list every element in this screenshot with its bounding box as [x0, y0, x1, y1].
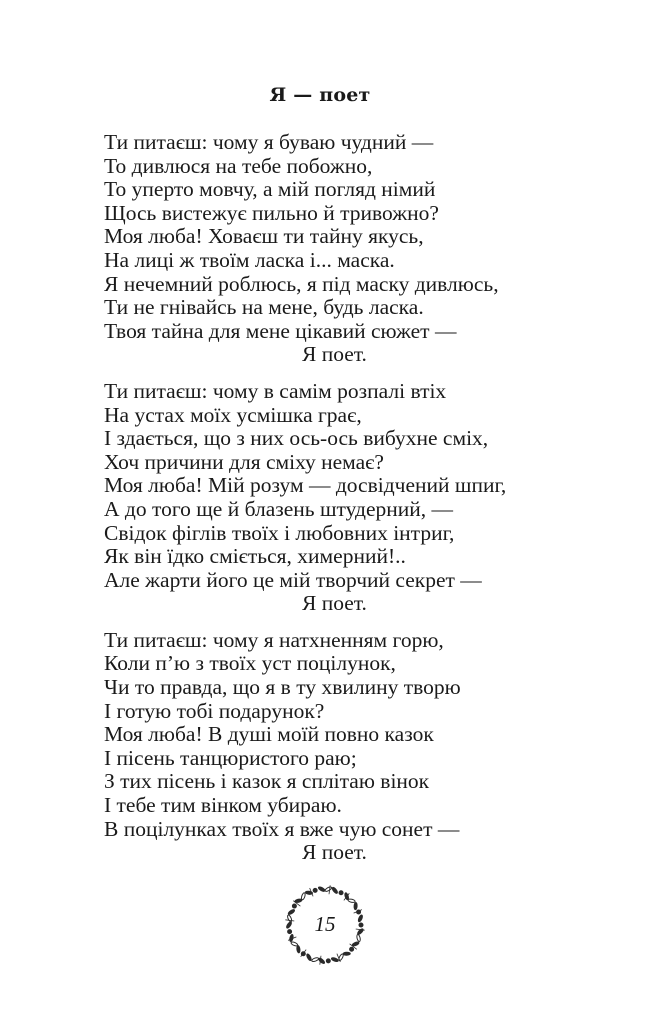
stanza-1	[104, 131, 574, 367]
poem-line: Я нечемний роблюсь, я під маску дивлюсь,	[104, 271, 499, 296]
wreath-leaf	[331, 957, 339, 962]
page-number: 15	[314, 912, 336, 936]
stanza-2	[104, 380, 574, 616]
poem-line: І тебе тим вінком убираю.	[104, 793, 342, 818]
poem-line: Ти питаєш: чому я буваю чудний —	[104, 130, 434, 154]
poem-line: Але жарти його це мій творчий секрет —	[104, 567, 482, 592]
wreath-leaf	[290, 941, 298, 947]
poem-line: Щось вистежує пильно й тривожно?	[104, 200, 439, 225]
wreath-leaf	[296, 945, 300, 953]
poem-line: І готую тобі подарунок?	[104, 698, 325, 723]
poem-line: Ти питаєш: чому я натхненням горю,	[104, 627, 444, 652]
wreath-berry	[350, 947, 354, 951]
poem-line: Ти не гнівайсь на мене, будь ласка.	[104, 295, 424, 320]
poem-line: На лиці ж твоїм ласка і... маска.	[104, 247, 395, 272]
wreath-berry	[313, 888, 317, 892]
wreath-leaf	[311, 957, 319, 962]
wreath-leaf	[354, 902, 357, 909]
poem-line: Свідок фіглів твоїх і любовних інтриг,	[104, 520, 455, 545]
poem-line: І здається, що з них ось-ось вибухне сміх,	[104, 426, 489, 451]
page-number-ornament	[282, 882, 368, 968]
wreath-leaf	[301, 892, 306, 900]
poem-line: Ти питаєш: чому в самім розпалі втіх	[104, 378, 447, 403]
wreath-leaf	[306, 953, 312, 961]
wreath-leaf	[338, 953, 344, 961]
poem-title: Я — поет	[269, 84, 371, 106]
wreath-leaf	[318, 957, 325, 964]
poem-line: То уперто мовчу, а мій погляд німий	[104, 177, 436, 202]
refrain-line: Я поет.	[302, 342, 367, 367]
poem-line: І пісень танцюристого раю;	[104, 745, 357, 770]
wreath-leaf	[324, 886, 332, 892]
wreath-leaf	[331, 887, 338, 894]
wreath-leaf	[343, 952, 350, 955]
poem-line: Моя люба! В душі моїй повно казок	[104, 722, 434, 747]
poem-line: Як він їдко сміється, химерний!..	[104, 544, 406, 569]
refrain-line: Я поет.	[302, 840, 367, 865]
poem-line: А до того ще й блазень штудерний, —	[104, 496, 454, 521]
stanza-3	[104, 629, 574, 865]
poem-line: На устах моїх усмішка грає,	[104, 402, 362, 427]
wreath-berry	[326, 959, 330, 963]
poem-line: В поцілунках твоїх я вже чую сонет —	[104, 816, 460, 841]
wreath-leaf	[348, 899, 356, 903]
poem-line: Твоя тайна для мене цікавий сюжет —	[104, 318, 457, 343]
wreath-leaf	[318, 886, 326, 892]
poem-body	[104, 131, 574, 878]
wreath-berry	[292, 904, 296, 908]
refrain-line: Я поет.	[302, 591, 367, 616]
poem-line: Чи то правда, що я в ту хвилину творю	[104, 675, 461, 700]
poem-line: Хоч причини для сміху немає?	[104, 449, 384, 474]
poem-line: З тих пісень і казок я сплітаю вінок	[104, 769, 430, 794]
wreath-berry	[339, 891, 343, 895]
poem-line: Моя люба! Мій розум — досвідчений шпиг,	[104, 473, 507, 498]
poem-line: Моя люба! Ховаєш ти тайну якусь,	[104, 224, 424, 249]
poem-line: Коли п’ю з твоїх уст поцілунок,	[104, 651, 396, 676]
poem-line: То дивлюся на тебе побожно,	[104, 153, 373, 178]
